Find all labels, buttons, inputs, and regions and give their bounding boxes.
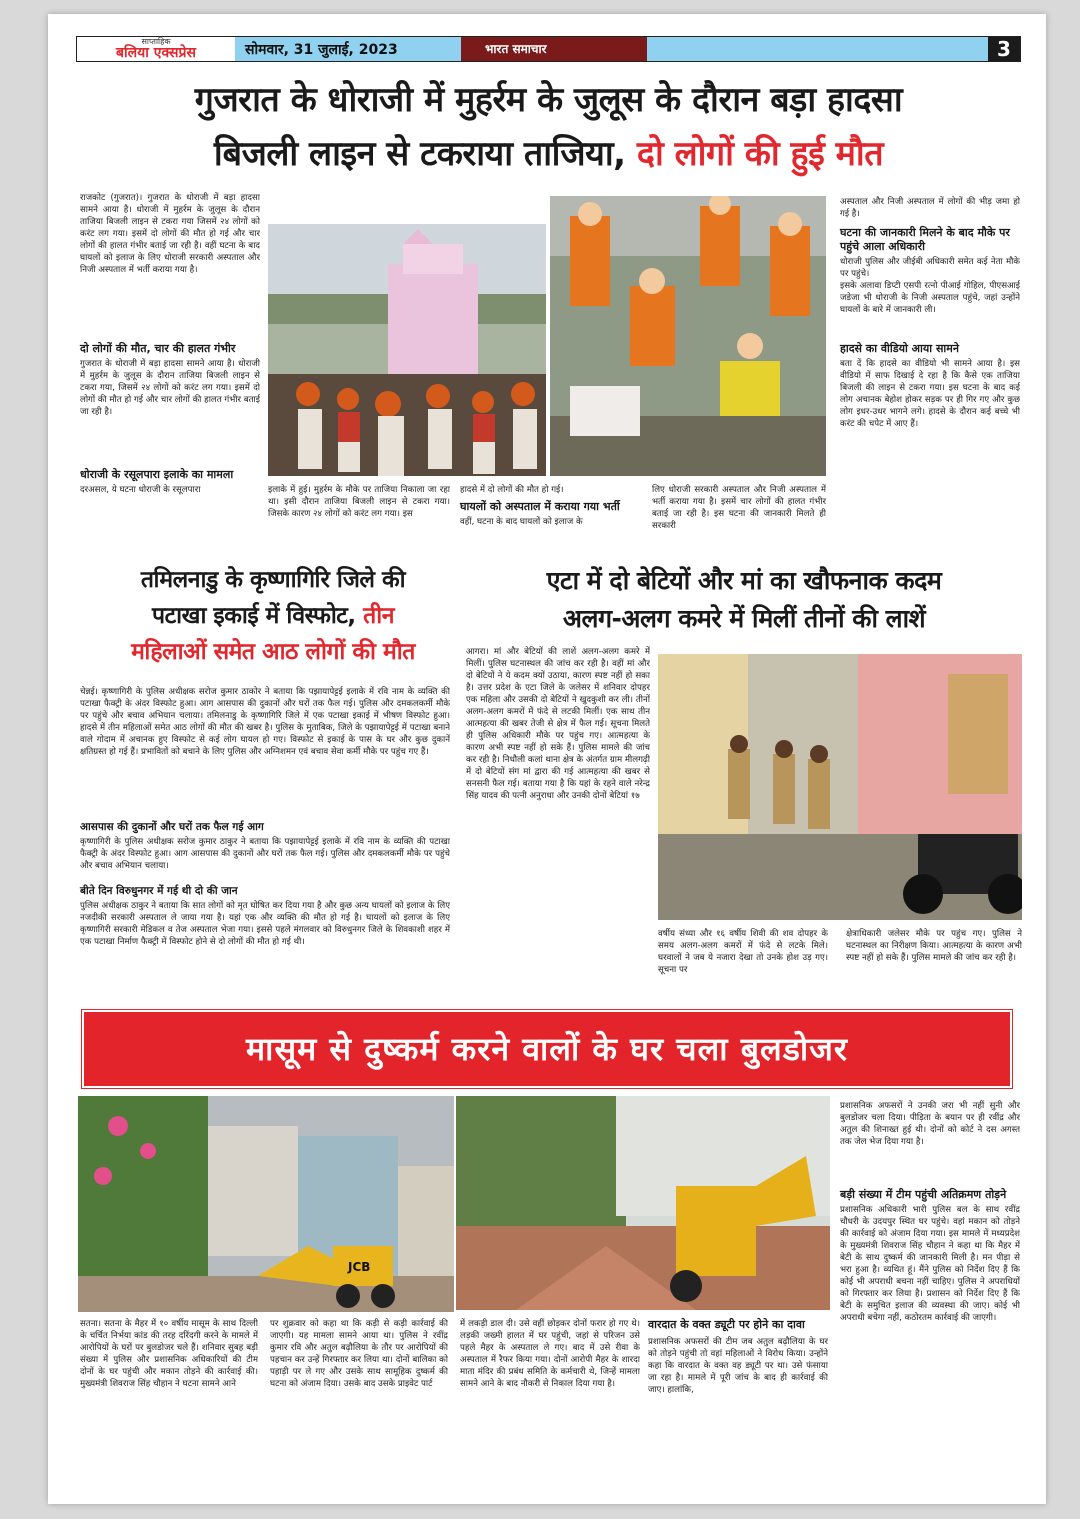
story3-headline-line2: अलग-अलग कमरे में मिलीं तीनों की लाशें (562, 604, 926, 633)
story1-paragraph: इसके अलावा डिप्टी एसपी रत्नो पीआई गोहिल, पीएसआई जडेजा भी धोराजी के निजी अस्पताल पहुंचे, जहां उन्होंने घायलों के बारे में जानकारी ली। (840, 281, 1020, 315)
story2-body (80, 686, 450, 984)
story1-paragraph: लिए धोराजी सरकारी अस्पताल और निजी अस्पताल में भर्ती कराया गया है। इसमें चार लोगों की हालत गंभीर बताई जा रही है। इस घटना की जानकारी मिलते ही सरकारी (652, 485, 826, 531)
newspaper-page (48, 14, 1046, 1504)
story2-headline-red: तीन (363, 603, 394, 629)
page-number: 3 (988, 37, 1020, 61)
story4-paragraph: प्रशासनिक अफसरों ने उनकी जरा भी नहीं सुनी और बुलडोजर चला दिया। पीड़िता के बयान पर ही रवींद्र और अतुल की शिनाख्त हुई थी। दोनों को कोर्ट ने दस अगस्त तक जेल भेज दिया गया है। (840, 1101, 1020, 1147)
story4-paragraph: में लकड़ी डाल दी। उसे वहीं छोड़कर दोनों फरार हो गए थे। लड़की जख्मी हालत में घर पहुंची, जहां से परिजन उसे पहले मैहर के अस्पताल ले गए। बाद में उसे रीवा के अस्पताल में रैफर किया गया। दोनों आरोपी मैहर के शारदा माता मंदिर की प्रबंध समिति के कर्मचारी थे, जिन्हें मामला सामने आने के बाद नौकरी से निकाल दिया गया है। (460, 1319, 640, 1389)
story1-paragraph: राजकोट (गुजरात)। गुजरात के धोराजी में बड़ा हादसा सामने आया है। धोराजी में मुहर्रम के जुलूस के दौरान ताजिया बिजली लाइन से टकरा गया जिसमें २४ लोगों को करंट लग गया। इसमें दो लोगों की मौत हो गई और चार लोगों की हालत गंभीर बताई जा रही है। वहीं घटना के बाद घायलों को इलाज के लिए धोराजी सरकारी अस्पताल और निजी अस्पताल में भर्ती कराया गया है। (80, 193, 260, 275)
story3-headline-line1: एटा में दो बेटियों और मां का खौफनाक कदम (546, 566, 942, 595)
masthead (76, 36, 1021, 62)
story4-paragraph: प्रशासनिक अफसरों की टीम जब अतुल बढ़ौलिया के घर को तोड़ने पहुंची तो वहां महिलाओं ने विरोध किया। उन्होंने कहा कि वारदात के वक्त वह ड्यूटी पर था। उसे फंसाया जा रहा है। मामले में पूरी जांच के बाद ही कार्रवाई की जाए। हालांकि, (648, 1337, 828, 1395)
story1-paragraph: अस्पताल और निजी अस्पताल में लोगों की भीड़ जमा हो गई है। (840, 197, 1020, 219)
story1-headline-line2 (76, 132, 1021, 176)
story1-paragraph: इलाके में हुई। मुहर्रम के मौके पर ताजिया निकाला जा रहा था। इसी दौरान ताजिया बिजली लाइन से टकरा गया। जिसके कारण २४ लोगों को करंट लग गया। इस (268, 485, 450, 519)
story2-subhead: बीते दिन विरुधुनगर में गई थी दो की जान (80, 885, 238, 897)
story3-headline (466, 562, 1022, 638)
story2-paragraph: पुलिस अधीक्षक ठाकुर ने बताया कि सात लोगों को मृत घोषित कर दिया गया है और कुछ अन्य घायलों को इलाज के लिए नजदीकी सरकारी अस्पताल ले जाया गया है। यहां एक और व्यक्ति की मौत हो गई है। घायलों को इलाज के लिए कृष्णागिरी सरकारी मेडिकल व तेज अस्पताल भेजा गया। इससे पहले मंगलवार को विरुधुनगर जिले के शिवकाशी शहर में एक पटाखा निर्माण फैक्ट्री में विस्फोट होने से दो लोगों की मौत हो गई थी। (80, 901, 450, 947)
story1-paragraph: हादसे में दो लोगों की मौत हो गई। (460, 485, 564, 495)
police-at-house-photo (658, 654, 1022, 920)
story2-headline-line1: तमिलनाडु के कृष्णागिरि जिले की (140, 567, 406, 593)
story2-paragraph: चेन्नई। कृष्णागिरी के पुलिस अधीक्षक सरोज कुमार ठाकोर ने बताया कि पझायापेट्टई इलाके में रवि नाम के व्यक्ति की पटाखा फैक्ट्री के अंदर विस्फोट हुआ। आग आसपास की दुकानों और घरों तक फैल गई। पुलिस और दमकलकर्मी मौके पर पहुंचे और बचाव अभियान चलाया। तमिलनाडु के कृष्णागिरि जिले में एक पटाखा इकाई में भीषण विस्फोट हुआ। हादसे में तीन महिलाओं समेत आठ लोगों की मौत की खबर है। पुलिस के मुताबिक, जिले के पझायापेट्टई में पटाखा बनाने वाले गोदाम में अचानक हुए विस्फोट से कई लोग घायल हो गए। विस्फोट से इकाई के पास के घर और कुछ दुकानें क्षतिग्रस्त हो गई हैं। प्रभावितों को बचाने के लिए पुलिस और अग्निशमन एवं बचाव सेवा कर्मी मौके पर पहुंच गए हैं। (80, 687, 450, 757)
story1-subhead: दो लोगों की मौत, चार की हालत गंभीर (80, 342, 236, 355)
procession-photo (268, 224, 546, 476)
jcb-logo-text: JCB (348, 1260, 371, 1274)
bulldozer-demolition-photo-2 (456, 1096, 830, 1310)
section-label: भारत समाचार (461, 37, 647, 61)
story1-headline-line1: गुजरात के धोराजी में मुहर्रम के जुलूस के दौरान बड़ा हादसा (194, 80, 903, 120)
story1-subhead: घायलों को अस्पताल में कराया गया भर्ती (460, 500, 620, 513)
story1-paragraph: धोराजी पुलिस और जीईबी अधिकारी समेत कई नेता मौके पर पहुंचे। (840, 257, 1020, 279)
story4-column-5 (840, 1100, 1020, 1442)
story1-paragraph: बता दें कि हादसे का वीडियो भी सामने आया है। इस वीडियो में साफ दिखाई दे रहा है कि कैसे एक ताजिया बिजली की लाइन से टकरा गया। इस घटना के बाद कई लोग अचानक बेहोश होकर सड़क पर ही गिर गए और कुछ लोग इधर-उधर भागने लगे। हादसे के दौरान कई बच्चे भी करंट की चपेट में आए हैं। (840, 359, 1020, 429)
story1-column-3 (460, 484, 642, 528)
story1-column-1 (80, 192, 260, 496)
newspaper-logo (77, 37, 235, 61)
story4-column-4 (648, 1318, 828, 1444)
story4-paragraph: सतना। सतना के मैहर में १० वर्षीय मासूम के साथ दिल्ली के चर्चित निर्भया कांड की तरह दरिंदगी करने के मामले में आरोपियों के घरों पर बुलडोजर चले हैं। शनिवार सुबह बड़ी संख्या में पुलिस और प्रशासनिक अधिकारियों की टीम दोनों के घर पहुंची और मकान तोड़ने की कार्रवाई की। मुख्यमंत्री शिवराज सिंह चौहान ने घटना सामने आने (80, 1319, 258, 1389)
story1-paragraph: गुजरात के धोराजी में बड़ा हादसा सामने आया है। धोराजी में मुहर्रम के जुलूस के दौरान ताजिया बिजली लाइन से टकरा गया, जिसमें २४ लोगों को करंट लग गया। इसमें दो लोगों की मौत हो गई और चार लोगों की हालत गंभीर बताई जा रही है। (80, 359, 260, 417)
story1-subhead: हादसे का वीडियो आया सामने (840, 342, 959, 355)
issue-date: सोमवार, 31 जुलाई, 2023 (245, 42, 398, 58)
story1-paragraph: वहीं, घटना के बाद घायलों को इलाज के (460, 517, 583, 527)
story2-headline-black: पटाखा इकाई में विस्फोट, (152, 603, 364, 629)
logo-tagline: साप्ताहिक (141, 37, 171, 46)
logo-title: बलिया एक्सप्रेस (116, 45, 196, 61)
story4-subhead: बड़ी संख्या में टीम पहुंची अतिक्रमण तोड़ने (840, 1188, 1007, 1201)
story3-paragraph: वर्षीय संध्या और १६ वर्षीय शिवी की शव दोपहर के समय अलग-अलग कमरों में फंदे से लटके मिले। घरवालों ने जब ये नजारा देखा तो उनके होश उड़ गए। सूचना पर (658, 929, 828, 975)
story2-headline (78, 562, 468, 670)
story1-subhead: धोराजी के रसूलपारा इलाके का मामला (80, 468, 234, 481)
story2-headline-line3: महिलाओं समेत आठ लोगों की मौत (131, 639, 415, 665)
story4-paragraph: प्रशासनिक अधिकारी भारी पुलिस बल के साथ रवींद्र चौधरी के उदयपुर स्थित घर पहुंचे। वहां मकान को तोड़ने की कार्रवाई को अंजाम दिया गया। इस मामले में मध्यप्रदेश के मुख्यमंत्री शिवराज सिंह चौहान ने कहा था कि मैहर में बेटी के साथ दुष्कर्म की जानकारी मिली है। मन पीड़ा से भरा हुआ है। व्यथित हूं। मैंने पुलिस को निर्देश दिए हैं कि कोई भी अपराधी बचना नहीं चाहिए। पुलिस ने अपराधियों को गिरफ्तार कर लिया है। प्रशासन को निर्देश दिए हैं कि बेटी के समुचित इलाज की व्यवस्था की जाए। कोई भी अपराधी बचेगा नहीं, कठोरतम कार्रवाई की जाएगी। (840, 1205, 1020, 1323)
story2-headline-line2 (78, 598, 468, 634)
story2-subhead: आसपास की दुकानों और घरों तक फैल गई आग (80, 821, 264, 833)
story4-subhead: वारदात के वक्त ड्यूटी पर होने का दावा (648, 1318, 805, 1331)
story1-subhead: घटना की जानकारी मिलने के बाद मौके पर पहुंचे आला अधिकारी (840, 226, 1010, 253)
bulldozer-demolition-photo-1 (78, 1096, 454, 1312)
story1-column-5 (840, 196, 1020, 492)
story3-paragraph: आगरा। मां और बेटियों की लाशें अलग-अलग कमरे में मिलीं। पुलिस घटनास्थल की जांच कर रही है। वहीं मां और दो बेटियों ने ये कदम क्यों उठाया, कारण स्पष्ट नहीं हो सका है। उत्तर प्रदेश के एटा जिले के जलेसर में शनिवार दोपहर एक महिला और उसकी दो बेटियों ने खुदकुशी कर ली। तीनों अलग-अलग कमरों में फंदे से लटकी मिलीं। एक साथ तीन आत्महत्या की खबर तेजी से क्षेत्र में फैल गई। सूचना मिलते ही पुलिस अधिकारी मौके पर पहुंच गए। आत्महत्या के कारण अभी स्पष्ट नहीं हो सके हैं। पुलिस मामले की जांच कर रही है। निधौली कलां थाना क्षेत्र के अंतर्गत ग्राम मीलगढ़ी में दो बेटियों संग मां द्वारा की गई आत्महत्या की खबर से सनसनी फैल गई। बताया गया है कि यहां के रहने वाले नरेन्द्र सिंह यादव की पत्नी अनुराधा और उनकी दोनों बेटियां १७ (466, 647, 650, 801)
story1-headline-red: दो लोगों की हुई मौत (636, 134, 884, 174)
story1-headline-black: बिजली लाइन से टकराया ताजिया, (213, 134, 637, 174)
story4-banner-headline: मासूम से दुष्कर्म करने वालों के घर चला बुलडोजर (82, 1010, 1012, 1088)
story2-paragraph: कृष्णागिरी के पुलिस अधीक्षक सरोज कुमार ठाकुर ने बताया कि पझायापेट्टई इलाके में रवि नाम के व्यक्ति की पटाखा फैक्ट्री के अंदर विस्फोट हुआ। आग आसपास की दुकानों और घरों तक फैल गई। पुलिस और दमकलकर्मी मौके पर पहुंचे और बचाव अभियान चलाया। (80, 837, 450, 871)
injured-people-photo (550, 196, 826, 476)
story1-paragraph: दरअसल, ये घटना धोराजी के रसूलपारा (80, 485, 201, 495)
story3-paragraph: क्षेत्राधिकारी जलेसर मौके पर पहुंच गए। पुलिस ने घटनास्थल का निरीक्षण किया। आत्महत्या के कारण अभी स्पष्ट नहीं हो सके हैं। पुलिस मामले की जांच कर रही है। (846, 929, 1022, 963)
story4-paragraph: पर शुक्रवार को कहा था कि कड़ी से कड़ी कार्रवाई की जाएगी। यह मामला सामने आया था। पुलिस ने रवींद्र कुमार रवि और अतुल बढ़ौलिया के तौर पर आरोपियों की पहचान कर उन्हें गिरफ्तार कर लिया था। दोनों बालिका को पहाड़ी पर ले गए और उसके साथ सामूहिक दुष्कर्म की घटना को अंजाम दिया। उसके बाद उसके प्राइवेट पार्ट (270, 1319, 448, 1389)
